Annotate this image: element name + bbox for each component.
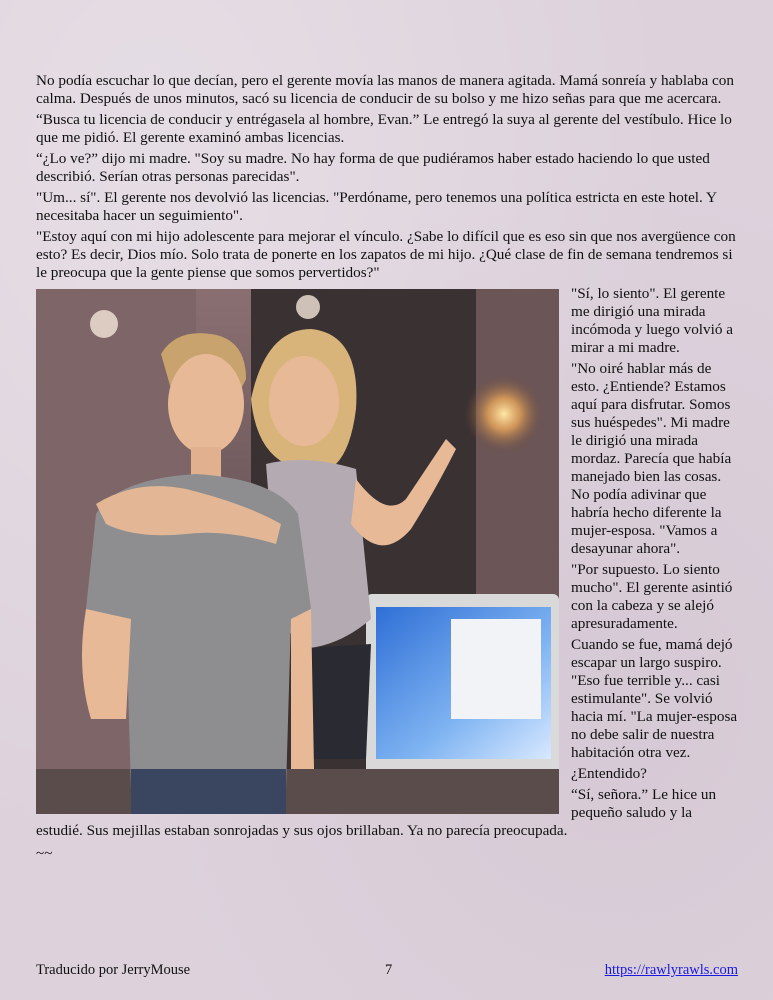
paragraph: "Por supuesto. Lo siento mucho". El gerente asintió con la cabeza y se alejó apresuradamente. [571,561,733,632]
website-link[interactable]: https://rawlyrawls.com [604,962,738,978]
translator-credit: Traducido por JerryMouse [36,962,191,978]
paragraph: "No oiré hablar más de esto. ¿Entiende? Estamos aquí para disfrutar. Somos sus huéspedes". Mi madre le dirigió una mirada mordaz. Parecía que había manejado bien las cosas. No podía adivinar que habría hecho diferente la mujer-esposa. "Vamos a desayunar ahora". [571,360,732,557]
paragraph: “Sí, señora.” Le hice un pequeño saludo y la estudié. Sus mejillas estaban sonrojadas y sus ojos brillaban. Ya no parecía preocupada. [36,786,717,839]
paragraph: Cuando se fue, mamá dejó escapar un largo suspiro. "Eso fue terrible y... casi estimulante". Se volvió hacia mí. "La mujer-esposa no debe salir de nuestra habitación otra vez. [571,636,738,761]
page-body [36,72,738,866]
paragraph: “Busca tu licencia de conducir y entrégasela al hombre, Evan.” Le entregó la suya al gerente del vestíbulo. Hice lo que me pidió. El gerente examinó ambas licencias. [36,111,732,146]
figure-with-text [36,285,738,843]
illustration-image [36,289,559,814]
paragraph: No podía escuchar lo que decían, pero el gerente movía las manos de manera agitada. Mamá sonreía y hablaba con calma. Después de unos minutos, sacó su licencia de conducir de su bolso y me hizo señas para que me acercara. [36,72,734,107]
render-illustration [36,289,559,814]
paragraph: "Sí, lo siento". El gerente me dirigió una mirada incómoda y luego volvió a mirar a mi madre. [571,285,733,356]
page-footer [36,962,738,982]
paragraph: ¿Entendido? [571,765,647,782]
paragraph: "Estoy aquí con mi hijo adolescente para mejorar el vínculo. ¿Sabe lo difícil que es eso sin que nos avergüence con esto? Es decir, Dios mío. Solo trata de ponerte en los zapatos de mi hijo. ¿Qué clase de fin de semana tendremos si le preocupa que la gente piense que somos pervertidos?" [36,228,736,281]
section-separator: ~~ [36,845,53,862]
page-number: 7 [385,962,393,978]
paragraph: “¿Lo ve?” dijo mi madre. "Soy su madre. No hay forma de que pudiéramos haber estado haciendo lo que usted describió. Serían otras personas parecidas". [36,150,710,185]
paragraph: "Um... sí". El gerente nos devolvió las licencias. "Perdóname, pero tenemos una política estricta en este hotel. Y necesitaba hacer un seguimiento". [36,189,717,224]
